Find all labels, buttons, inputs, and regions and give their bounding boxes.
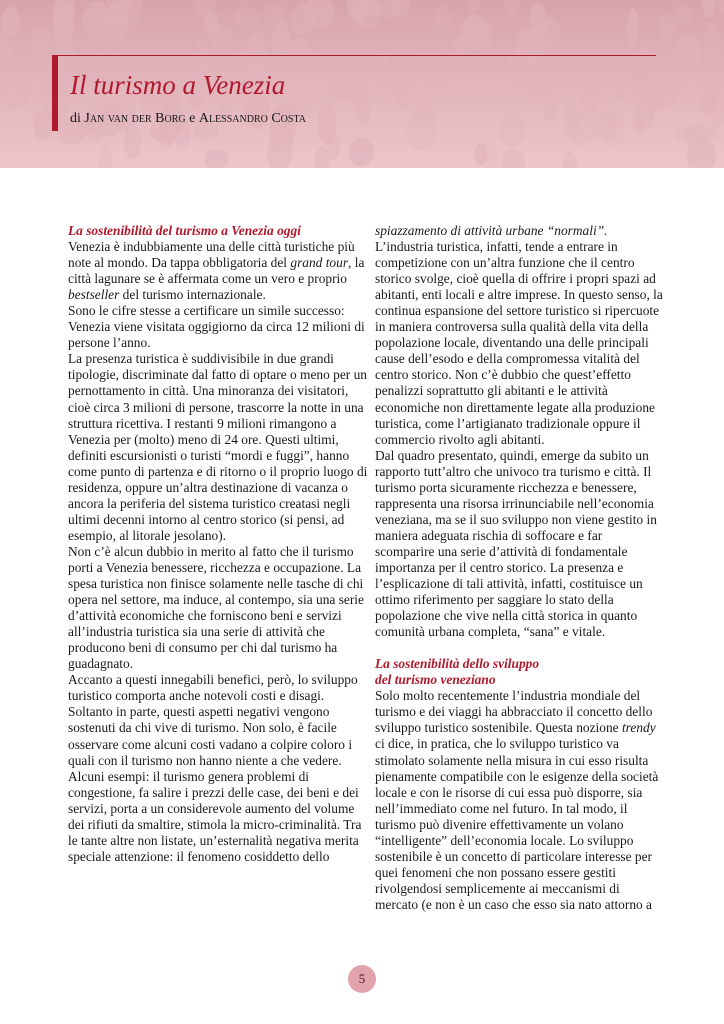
text-run: Venezia è indubbiamente una delle città turistiche più note al mondo. Da tappa obbligatoria del — [68, 239, 355, 271]
section-heading-1: La sostenibilità del turismo a Venezia oggi — [68, 223, 301, 238]
paragraph: Accanto a questi innegabili benefici, però, lo sviluppo turistico comporta anche notevoli costi e disagi. Soltanto in parte, questi aspetti negativi vengono sostenuti da chi vive di turismo. Non solo, è facile osservare come alcuni costi vadano a colpire coloro i quali con il turismo non hanno niente a che vedere. Alcuni esempi: il turismo genera problemi di congestione, fa salire i prezzi delle case, dei beni e dei servizi, porta a un considerevole aumento del volume dei rifiuti da smaltire, stimola la micro-criminalità. Tra le tante altre non listate, un’esternalità negativa merita speciale attenzione: il fenomeno cosiddetto dello — [68, 672, 362, 864]
header-banner — [0, 0, 724, 168]
page-number-badge: 5 — [348, 965, 376, 993]
left-column — [68, 223, 368, 865]
italic-term: bestseller — [68, 287, 120, 303]
paragraph — [375, 223, 665, 239]
heading-line: La sostenibilità dello sviluppo — [375, 656, 540, 672]
text-run: Solo molto recentemente l’industria mondiale del turismo e dei viaggi ha abbracciato il concetto dello sviluppo turistico sostenibile. Questa nozione — [375, 688, 653, 736]
author-2: Alessandro Costa — [198, 111, 306, 126]
byline-conjunction: e — [189, 111, 196, 126]
right-column — [375, 223, 665, 913]
title-accent-bar — [52, 55, 58, 131]
title-rule — [52, 55, 656, 56]
byline — [70, 111, 306, 127]
italic-term: trendy — [621, 720, 656, 736]
paragraph — [68, 239, 368, 303]
text-run: del turismo internazionale. — [119, 287, 266, 303]
heading-line: del turismo veneziano — [375, 672, 496, 688]
italic-term: grand tour — [290, 255, 349, 271]
paragraph: La presenza turistica è suddivisibile in due grandi tipologie, discriminate dal fatto di optare o meno per un pernottamento in città. Una minoranza dei visitatori, cioè circa 3 milioni di persone, trascorre la notte in una struttura ricettiva. I restanti 9 milioni rimangono a Venezia per (molto) meno di 24 ore. Questi ultimi, definiti escursionisti o turisti “mordi e fuggi”, hanno come punto di partenza e di ritorno o il proprio luogo di residenza, oppure un’altra destinazione di vacanza o ancora la periferia del sistema turistico creatasi negli ultimi decenni intorno al centro storico (si pensi, ad esempio, al litorale jesolano). — [68, 351, 368, 543]
page-title: Il turismo a Venezia — [70, 70, 286, 100]
paragraph: Non c’è alcun dubbio in merito al fatto che il turismo porti a Venezia benessere, ricchezza e occupazione. La spesa turistica non finisce solamente nelle tasche di chi opera nel settore, ma induce, al contempo, sia una serie d’attività economiche che forniscono beni e servizi all’industria turistica sia una serie di attività che producono beni di consumo per chi dal turismo ha guadagnato. — [68, 543, 364, 672]
section-heading-2 — [375, 656, 665, 688]
paragraph: Dal quadro presentato, quindi, emerge da subito un rapporto tutt’altro che univoco tra turismo e città. Il turismo porta sicuramente ricchezza e benessere, rappresenta una risorsa irrinunciabile nell’economia veneziana, ma se il suo sviluppo non viene gestito in maniera adeguata rischia di soffocare e far scomparire una serie d’attività di fondamentale importanza per il centro storico. La presenza e l’esplicazione di tali attività, infatti, costituisce un ottimo riferimento per saggiare lo stato della popolazione che vive nella città storica in quanto comunità urbana completa, “sana” e vitale. — [375, 447, 657, 640]
text-run: , la città lagunare se è affermata come un vero e proprio — [68, 255, 365, 287]
paragraph: Sono le cifre stesse a certificare un simile successo: Venezia viene visitata oggigiorno da circa 12 milioni di persone l’anno. — [68, 303, 365, 351]
paragraph — [375, 688, 665, 913]
byline-prefix: di — [70, 111, 81, 126]
author-1: Jan van der Borg — [84, 111, 186, 126]
italic-term: spiazzamento di attività urbane “normali”. — [375, 223, 608, 238]
paragraph: L’industria turistica, infatti, tende a entrare in competizione con un’altra funzione che il centro storico svolge, cioè quella di offrire i propri spazi ad abitanti, enti locali e altre imprese. In questo senso, la continua espansione del settore turistico si ripercuote in maniera controversa sulla qualità della vita della popolazione locale, diventando una delle principali cause dell’esodo e della compromessa vitalità del centro storico. Non c’è dubbio che quest’effetto penalizzi soprattutto gli abitanti e le attività economiche non direttamente legate alla produzione turistica, come l’artigianato tradizionale oppure il commercio rivolto agli abitanti. — [375, 239, 663, 447]
text-run: ci dice, in pratica, che lo sviluppo turistico va stimolato solamente nella misura in cui esso risulta pienamente compatibile con le esigenze della società locale e con le risorse di cui essa può disporre, sia nell’immediato come nel futuro. In tal modo, il turismo può divenire effettivamente un volano “intelligente” dell’economia locale. Lo sviluppo sostenibile è un concetto di particolare interesse per quei fenomeni che non possano essere gestiti rivolgendosi semplicemente ai meccanismi di mercato (e non è un caso che esso sia nato attorno a — [375, 736, 659, 912]
